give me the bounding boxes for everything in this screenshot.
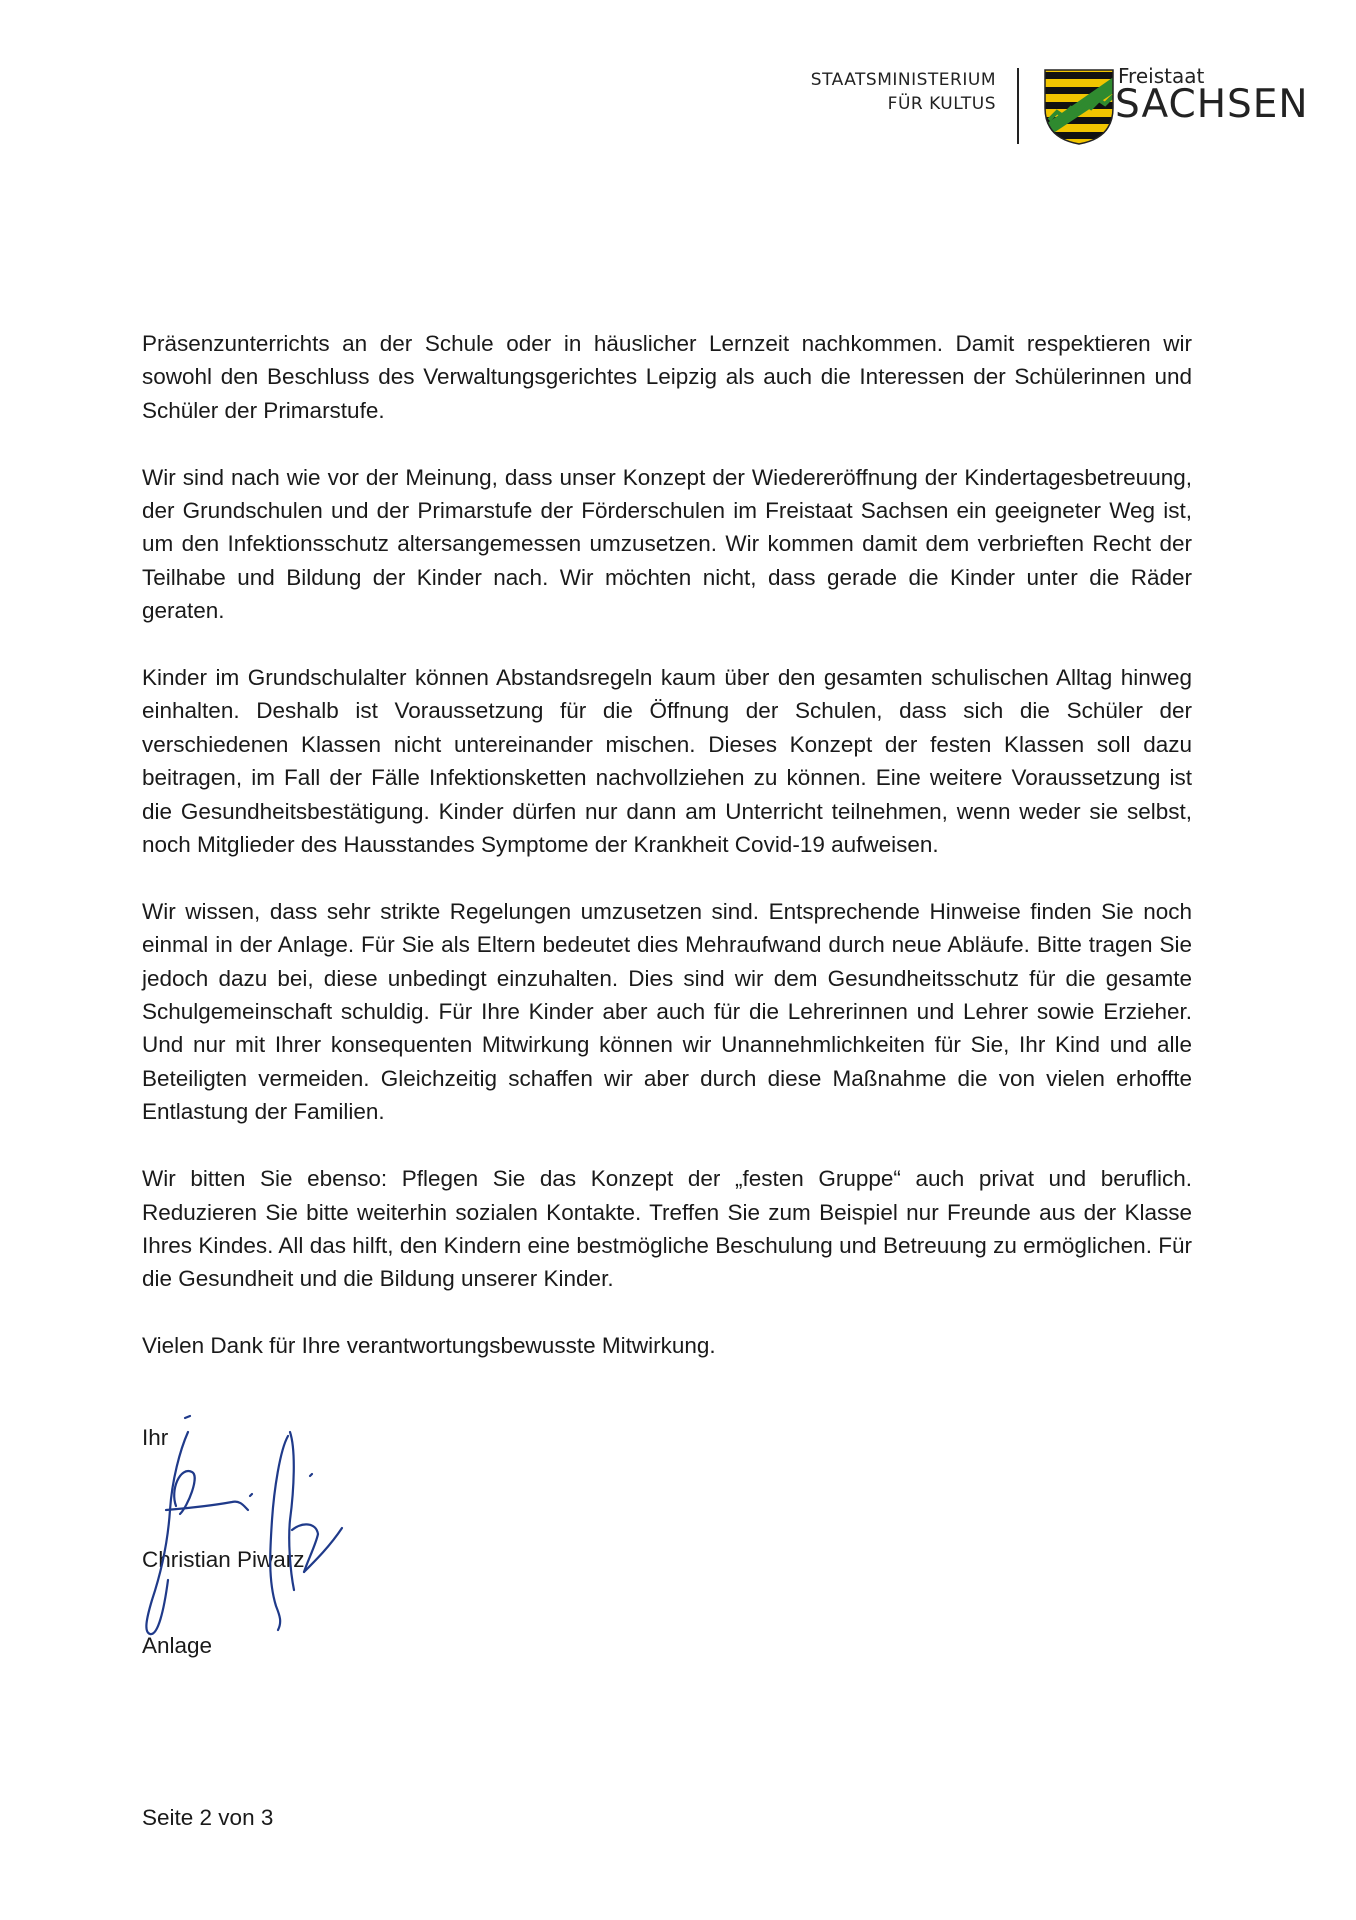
page-number: Seite 2 von 3 xyxy=(142,1805,274,1830)
state-label-large: SACHSEN xyxy=(1115,82,1309,127)
closing-salutation: Ihr xyxy=(142,1425,169,1450)
paragraph-thanks: Vielen Dank für Ihre verantwortungsbewusste Mitwirkung. xyxy=(142,1333,716,1359)
paragraph-4: Wir wissen, dass sehr strikte Regelungen umzusetzen sind. Entsprechende Hinweise finden Sie noch einmal in der Anlage. Für Sie als Eltern bedeutet dies Mehraufwand durch neue Abläufe. Bitte tragen Sie jedoch dazu bei, diese unbedingt einzuhalten. Dies sind wir dem Gesundheitsschutz für die gesamte Schulgemeinschaft schuldig. Für Ihre Kinder aber auch für die Lehrerinnen und Lehrer sowie Erzieher. Und nur mit Ihrer konsequenten Mitwirkung können wir Unannehmlichkeiten für Sie, Ihr Kind und alle Beteiligten vermeiden. Gleichzeitig schaffen wir aber durch diese Maßnahme die von vielen erhoffte Entlastung der Familien. xyxy=(142,898,1192,1125)
paragraph-5: Wir bitten Sie ebenso: Pflegen Sie das Konzept der „festen Gruppe“ auch privat und beruflich. Reduzieren Sie bitte weiterhin sozialen Kontakte. Treffen Sie zum Beispiel nur Freunde aus der Klasse Ihres Kindes. All das hilft, den Kindern eine bestmögliche Beschulung und Betreuung zu ermöglichen. Für die Gesundheit und die Bildung unserer Kinder. xyxy=(142,1166,1192,1292)
ministry-name xyxy=(811,68,996,116)
paragraph-1: Präsenzunterrichts an der Schule oder in häuslicher Lernzeit nachkommen. Damit respektieren wir sowohl den Beschluss des Verwaltungsgerichtes Leipzig als auch die Interessen der Schülerinnen und Schüler der Primarstufe. xyxy=(142,331,1192,423)
signer-name: Christian Piwarz xyxy=(142,1547,305,1572)
state-label-small: Freistaat xyxy=(1118,64,1205,88)
letter-body xyxy=(142,327,1192,1396)
paragraph-2: Wir sind nach wie vor der Meinung, dass unser Konzept der Wiedereröffnung der Kindertagesbetreuung, der Grundschulen und der Primarstufe der Förderschulen im Freistaat Sachsen ein geeigneter Weg ist, um den Infektionsschutz altersangemessen umzusetzen. Wir kommen damit dem verbrieften Recht der Teilhabe und Bildung der Kinder nach. Wir möchten nicht, dass gerade die Kinder unter die Räder geraten. xyxy=(142,464,1192,624)
attachment-label: Anlage xyxy=(142,1633,213,1658)
handwritten-signature xyxy=(140,1410,370,1650)
paragraph-3: Kinder im Grundschulalter können Abstandsregeln kaum über den gesamten schulischen Alltag hinweg einhalten. Deshalb ist Voraussetzung für die Öffnung der Schulen, dass sich die Schüler der verschiedenen Klassen nicht untereinander mischen. Dieses Konzept der festen Klassen soll dazu beitragen, im Fall der Fälle Infektionsketten nachvollziehen zu können. Eine weitere Voraussetzung ist die Gesundheitsbestätigung. Kinder dürfen nur dann am Unterricht teilnehmen, wenn weder sie selbst, noch Mitglieder des Hausstandes Symptome der Krankheit Covid-19 aufweisen. xyxy=(142,665,1192,858)
saxony-crest-icon xyxy=(1043,68,1115,146)
ministry-line-1: STAATSMINISTERIUM xyxy=(810,70,996,90)
header-divider xyxy=(1017,68,1019,144)
ministry-line-2: FÜR KULTUS xyxy=(887,94,996,114)
